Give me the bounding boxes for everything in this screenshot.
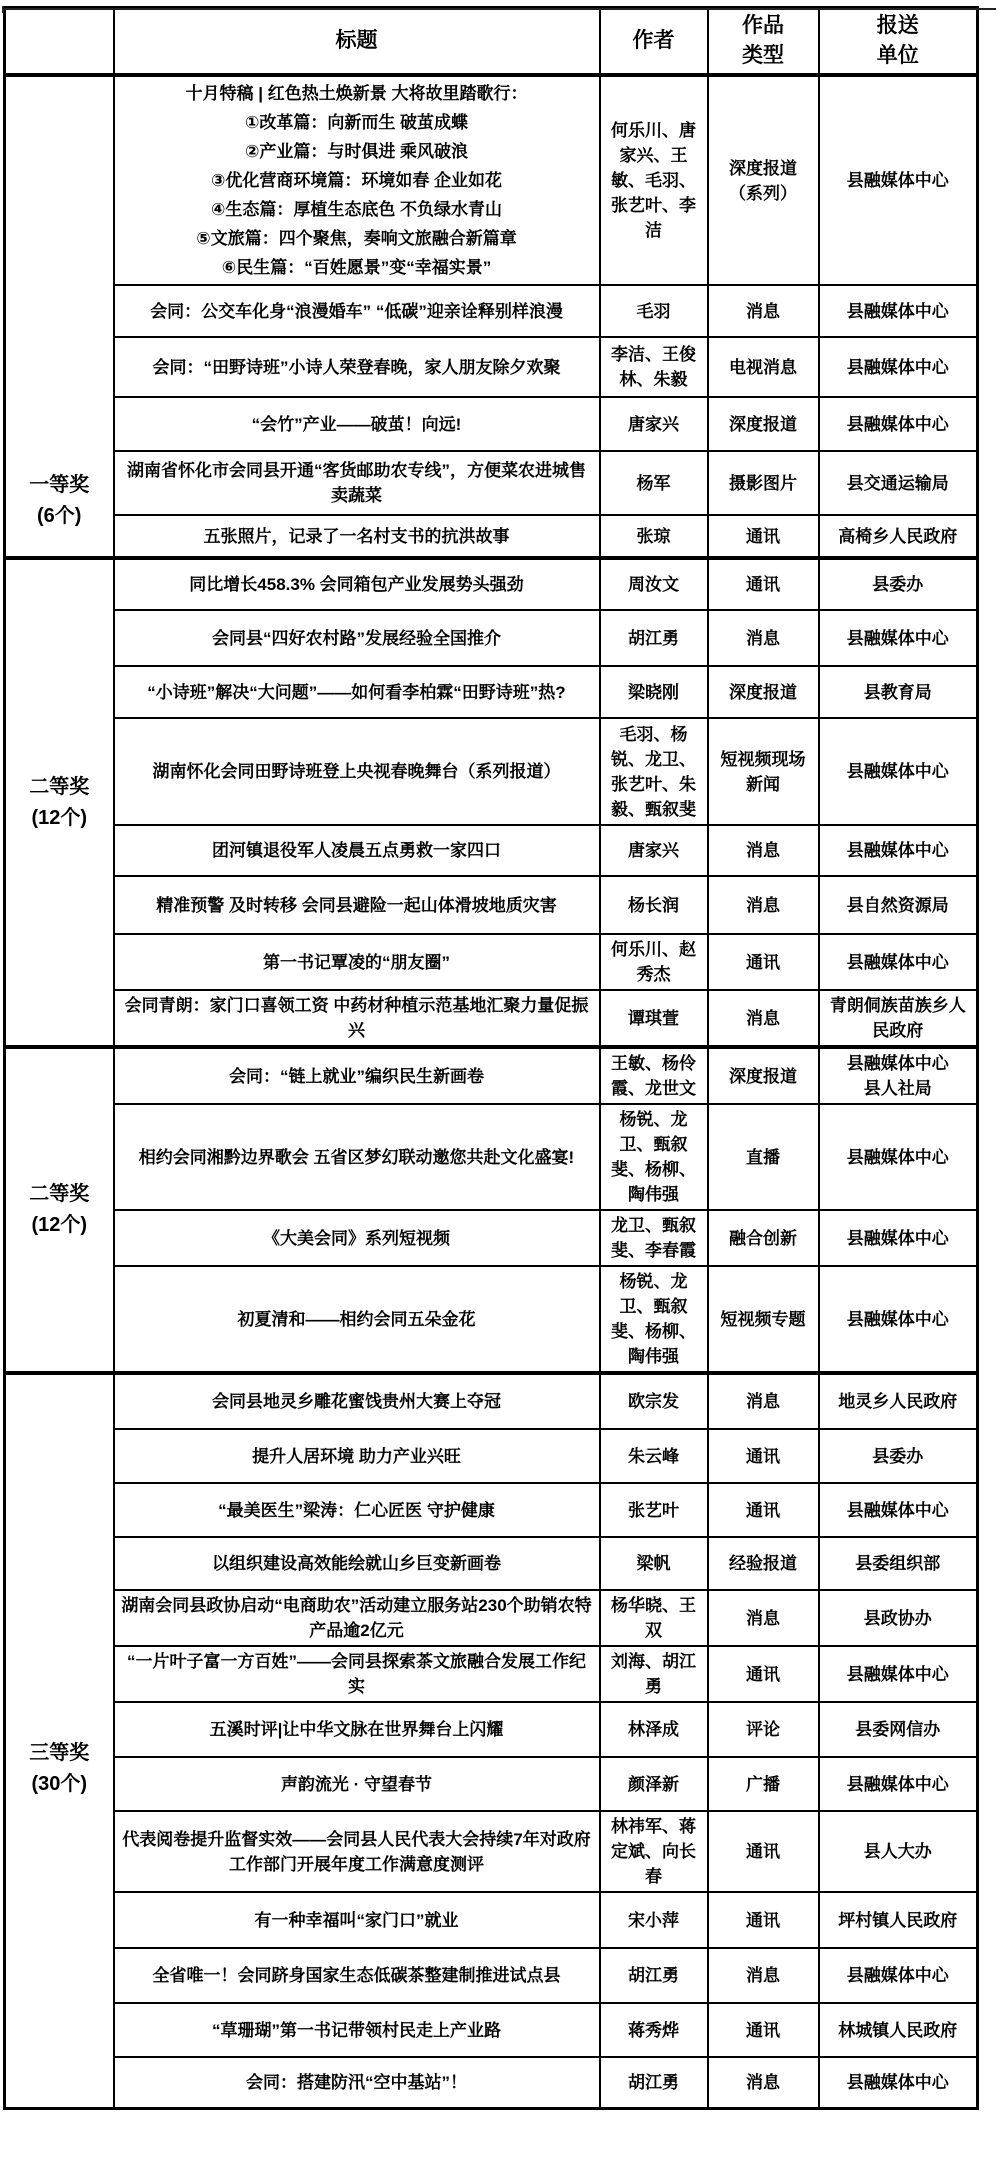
cell-type: 消息 [708,825,819,876]
table-row [5,1892,978,1948]
table-header [5,8,978,76]
table-row [5,558,978,610]
cell-unit: 县融媒体中心 [819,1483,978,1537]
table-row [5,934,978,990]
cell-type: 通讯 [708,934,819,990]
table-row [5,1646,978,1702]
cell-author: 唐家兴 [600,825,708,876]
cell-unit: 县融媒体中心 [819,285,978,337]
cell-author: 林泽成 [600,1702,708,1757]
award-count: (12个) [31,1214,88,1236]
award-name: 二等奖 [29,775,90,798]
cell-author: 毛羽、杨锐、龙卫、张艺叶、朱毅、甄叙斐 [600,718,708,825]
cell-type: 消息 [708,285,819,337]
cell-unit-line: 县人社局 [863,1079,932,1098]
award-group-label [5,1047,114,1373]
column-header-type [708,8,819,76]
cell-unit: 县融媒体中心 [819,397,978,451]
cell-title: 提升人居环境 助力产业兴旺 [114,1429,600,1483]
table-row [5,1757,978,1811]
cell-title: 会同青朗：家门口喜领工资 中药材种植示范基地汇聚力量促振兴 [114,990,600,1047]
cell-unit: 县融媒体中心 [819,718,978,825]
column-header-unit [819,8,978,76]
award-name: 一等奖 [29,474,90,496]
cell-unit: 县委组织部 [819,1537,978,1590]
cell-author: 何乐川、唐家兴、王敏、毛羽、张艺叶、李洁 [600,75,708,285]
cell-author: 林祎军、蒋定斌、向长春 [600,1811,708,1892]
cropped-row-bottom-border [2,8,996,10]
award-group-label [5,558,114,1047]
cell-unit: 坪村镇人民政府 [819,1892,978,1948]
cell-unit: 县人大办 [819,1811,978,1892]
cell-author: 宋小萍 [600,1892,708,1948]
cell-title: 会同：“链上就业”编织民生新画卷 [114,1047,600,1104]
cell-author: 李洁、王俊林、朱毅 [600,337,708,397]
cell-title: “会竹”产业——破茧！向远! [114,397,600,451]
cell-author: 谭琪萱 [600,990,708,1047]
table-row [5,1948,978,2003]
cell-title: 会同：搭建防汛“空中基站”！ [114,2057,600,2108]
table-row [5,990,978,1047]
cell-title: “最美医生”梁涛：仁心匠医 守护健康 [114,1483,600,1537]
cell-title: 以组织建设高效能绘就山乡巨变新画卷 [114,1537,600,1590]
cell-author: 杨长润 [600,876,708,934]
cell-unit: 县委网信办 [819,1702,978,1757]
cell-type: 消息 [708,1948,819,2003]
table-row [5,1373,978,1429]
cell-author: 梁帆 [600,1537,708,1590]
cell-title: 团河镇退役军人凌晨五点勇救一家四口 [114,825,600,876]
cell-type: 消息 [708,876,819,934]
table-row [5,666,978,718]
cell-unit: 县融媒体中心 [819,610,978,666]
award-box [12,1738,107,1800]
table-row [5,2057,978,2108]
cell-type: 通讯 [708,2003,819,2057]
table-row [5,1104,978,1210]
cell-type-line: 短视频现场 [720,749,806,769]
column-header-line: 标题 [335,29,378,52]
cell-type: 深度报道 [708,1047,819,1104]
cell-title: 精准预警 及时转移 会同县避险一起山体滑坡地质灾害 [114,876,600,934]
cell-unit: 县融媒体中心 [819,1646,978,1702]
cell-type: 通讯 [708,515,819,558]
cell-title-line: ⑥民生篇：“百姓愿景”变“幸福实景” [221,258,492,277]
table-row [5,397,978,451]
cell-type [708,75,819,285]
cell-unit: 县融媒体中心 [819,1210,978,1266]
document-page [0,6,998,2165]
column-header-title [114,8,600,76]
column-header-line: 报送 [876,14,919,37]
cell-title-line: ②产业篇：与时俱进 乘风破浪 [244,142,469,161]
cell-title: 会同县“四好农村路”发展经验全国推介 [114,610,600,666]
cell-unit: 县融媒体中心 [819,1757,978,1811]
cell-title: 相约会同湘黔边界歌会 五省区梦幻联动邀您共赴文化盛宴! [114,1104,600,1210]
cell-title: 有一种幸福叫“家门口”就业 [114,1892,600,1948]
award-count: (12个) [31,806,88,829]
cell-unit: 县融媒体中心 [819,75,978,285]
cell-title: 会同：公交车化身“浪漫婚车” “低碳”迎亲诠释别样浪漫 [114,285,600,337]
table-row [5,1429,978,1483]
cell-title-line: ⑤文旅篇：四个聚焦，奏响文旅融合新篇章 [196,229,517,248]
table-row [5,1590,978,1646]
cell-unit: 县教育局 [819,666,978,718]
cell-title: 第一书记覃凌的“朋友圈” [114,934,600,990]
table-row [5,1210,978,1266]
column-header-line: 类型 [742,44,784,67]
cell-author: 欧宗发 [600,1373,708,1429]
cell-title: “一片叶子富一方百姓”——会同县探索茶文旅融合发展工作纪实 [114,1646,600,1702]
cell-title: 五溪时评|让中华文脉在世界舞台上闪耀 [114,1702,600,1757]
table-row [5,1266,978,1373]
column-header-award [5,8,114,76]
cell-author: 唐家兴 [600,397,708,451]
cell-author: 杨锐、龙卫、甄叙斐、杨柳、陶伟强 [600,1266,708,1373]
table-row [5,1811,978,1892]
cell-type: 评论 [708,1702,819,1757]
cell-author: 胡江勇 [600,1948,708,2003]
cell-type: 消息 [708,2057,819,2108]
cell-type-line: 新闻 [746,774,780,794]
cell-type: 深度报道 [708,397,819,451]
award-group-label [5,75,114,558]
cell-title-line: 十月特稿 | 红色热土焕新景 大将故里踏歌行： [185,84,528,103]
cell-unit: 县委办 [819,1429,978,1483]
cell-title: 代表阅卷提升监督实效——会同县人民代表大会持续7年对政府工作部门开展年度工作满意度测评 [114,1811,600,1892]
cell-author: 杨锐、龙卫、甄叙斐、杨柳、陶伟强 [600,1104,708,1210]
cell-author: 张琼 [600,515,708,558]
cell-unit [819,1047,978,1104]
cell-author: 杨军 [600,451,708,515]
cell-title: 《大美会同》系列短视频 [114,1210,600,1266]
cell-type [708,718,819,825]
table-row [5,1483,978,1537]
table-body [5,75,978,2108]
cell-title: 声韵流光 · 守望春节 [114,1757,600,1811]
cell-author: 龙卫、甄叙斐、李春霞 [600,1210,708,1266]
cell-type: 通讯 [708,558,819,610]
table-row [5,75,978,285]
cell-author: 杨华晓、王双 [600,1590,708,1646]
cell-author: 蒋秀烨 [600,2003,708,2057]
cell-title: 五张照片，记录了一名村支书的抗洪故事 [114,515,600,558]
cell-title: 全省唯一！会同跻身国家生态低碳茶整建制推进试点县 [114,1948,600,2003]
cell-title-line: ①改革篇：向新而生 破茧成蝶 [244,113,469,132]
cell-type-line: （系列） [729,183,797,203]
cell-title: “小诗班”解决“大问题”——如何看李柏霖“田野诗班”热? [114,666,600,718]
cell-type: 消息 [708,1590,819,1646]
cell-title: “草珊瑚”第一书记带领村民走上产业路 [114,2003,600,2057]
cell-title-line: ③优化营商环境篇：环境如春 企业如花 [210,171,503,190]
cell-unit: 县政协办 [819,1590,978,1646]
cell-type: 通讯 [708,1811,819,1892]
column-header-line: 单位 [876,44,919,67]
cell-unit: 县融媒体中心 [819,2057,978,2108]
cell-title: 初夏清和——相约会同五朵金花 [114,1266,600,1373]
cell-title: 会同县地灵乡雕花蜜饯贵州大赛上夺冠 [114,1373,600,1429]
cell-author: 王敏、杨伶霞、龙世文 [600,1047,708,1104]
cell-title: 湖南会同县政协启动“电商助农”活动建立服务站230个助销农特产品逾2亿元 [114,1590,600,1646]
cell-unit: 县融媒体中心 [819,934,978,990]
cell-author: 毛羽 [600,285,708,337]
cell-type-line: 深度报道 [729,158,797,178]
cell-unit: 县融媒体中心 [819,1948,978,2003]
table-row [5,610,978,666]
cell-type: 摄影图片 [708,451,819,515]
cell-unit: 县委办 [819,558,978,610]
awards-table [3,6,979,2110]
cell-unit: 县融媒体中心 [819,825,978,876]
cell-type: 经验报道 [708,1537,819,1590]
cell-author: 何乐川、赵秀杰 [600,934,708,990]
cell-unit: 林城镇人民政府 [819,2003,978,2057]
cell-title-line: ④生态篇：厚植生态底色 不负绿水青山 [210,200,503,219]
cell-type: 广播 [708,1757,819,1811]
table-row [5,825,978,876]
cell-type: 融合创新 [708,1210,819,1266]
cell-unit-line: 县融媒体中心 [846,1054,949,1073]
cell-author: 梁晓刚 [600,666,708,718]
award-count: (30个) [31,1772,88,1795]
column-header-line: 作者 [632,29,675,52]
table-row [5,451,978,515]
award-name: 二等奖 [29,1183,90,1205]
award-box [12,1179,107,1241]
cell-type: 消息 [708,1373,819,1429]
table-row [5,2003,978,2057]
cell-type: 深度报道 [708,666,819,718]
table-row [5,285,978,337]
table-row [5,337,978,397]
cell-title: 湖南省怀化市会同县开通“客货邮助农专线”，方便菜农进城售卖蔬菜 [114,451,600,515]
cell-author: 胡江勇 [600,610,708,666]
cell-type: 直播 [708,1104,819,1210]
cell-title: 同比增长458.3% 会同箱包产业发展势头强劲 [114,558,600,610]
cell-author: 胡江勇 [600,2057,708,2108]
cell-title: 会同：“田野诗班”小诗人荣登春晚，家人朋友除夕欢聚 [114,337,600,397]
cell-unit: 县交通运输局 [819,451,978,515]
table-row [5,876,978,934]
table-row [5,718,978,825]
cell-type: 消息 [708,610,819,666]
cell-unit: 高椅乡人民政府 [819,515,978,558]
cell-unit: 地灵乡人民政府 [819,1373,978,1429]
award-box [12,772,107,834]
cell-type: 通讯 [708,1429,819,1483]
cell-type: 电视消息 [708,337,819,397]
cell-type: 消息 [708,990,819,1047]
award-group-label [5,1373,114,2108]
header-row [5,8,978,76]
award-name: 三等奖 [29,1741,90,1764]
cell-type: 通讯 [708,1483,819,1537]
cell-author: 朱云峰 [600,1429,708,1483]
column-header-author [600,8,708,76]
award-box [12,470,107,532]
cell-author: 颜泽新 [600,1757,708,1811]
cell-author: 周汝文 [600,558,708,610]
cell-type: 短视频专题 [708,1266,819,1373]
cell-author: 张艺叶 [600,1483,708,1537]
cell-unit: 县融媒体中心 [819,1104,978,1210]
table-row [5,1047,978,1104]
table-row [5,1537,978,1590]
table-row [5,515,978,558]
cell-unit: 青朗侗族苗族乡人民政府 [819,990,978,1047]
cell-title [114,75,600,285]
cell-unit: 县融媒体中心 [819,337,978,397]
cell-unit: 县融媒体中心 [819,1266,978,1373]
cell-author: 刘海、胡江勇 [600,1646,708,1702]
cell-unit: 县自然资源局 [819,876,978,934]
table-row [5,1702,978,1757]
column-header-line: 作品 [742,14,784,37]
award-count: (6个) [37,505,82,527]
cell-type: 通讯 [708,1646,819,1702]
cell-type: 通讯 [708,1892,819,1948]
cell-title: 湖南怀化会同田野诗班登上央视春晚舞台（系列报道） [114,718,600,825]
